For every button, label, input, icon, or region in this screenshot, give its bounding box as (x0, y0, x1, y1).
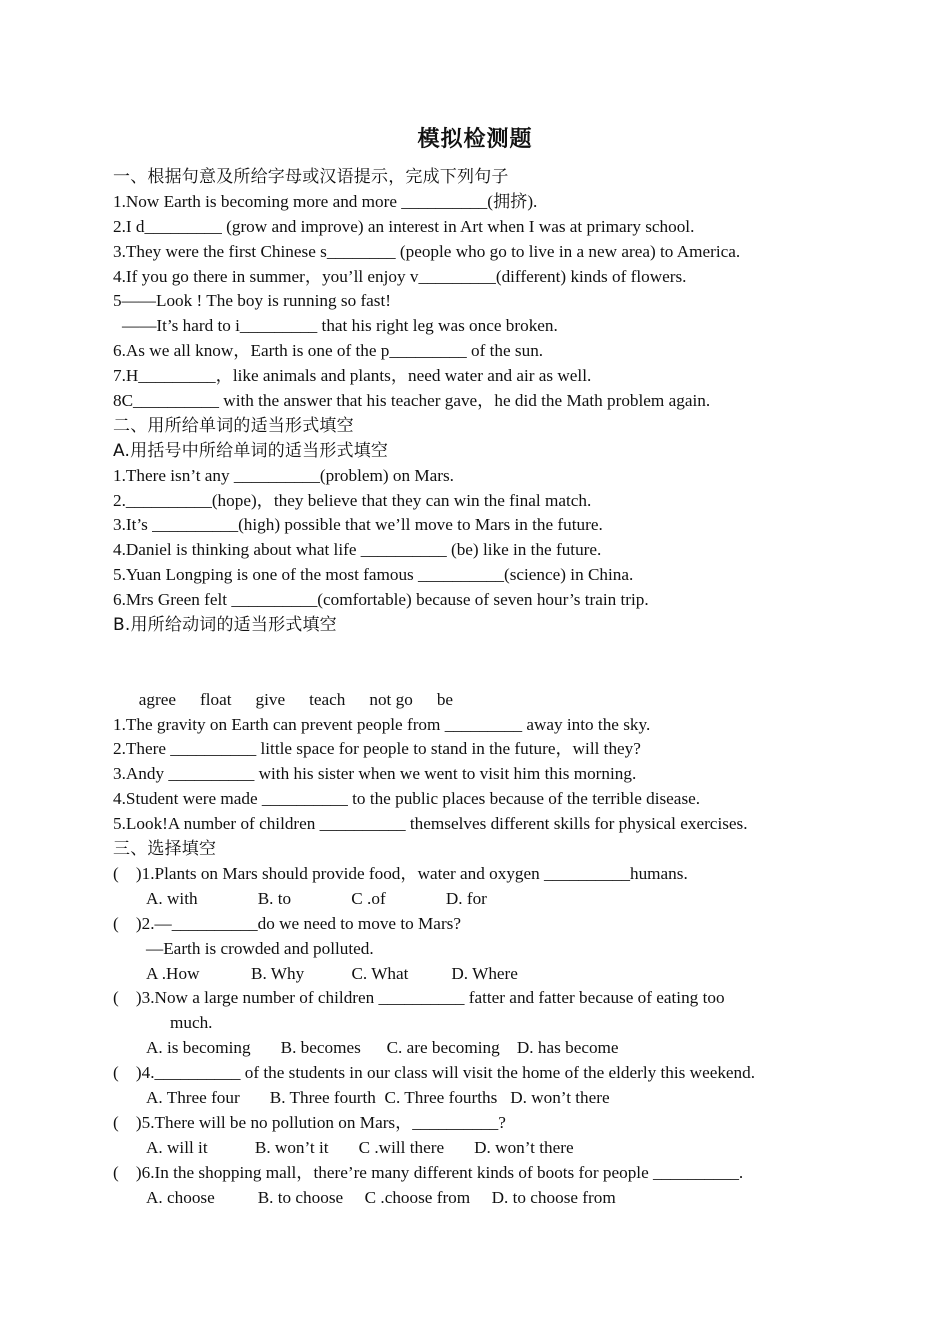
question-stem: ( )6.In the shopping mall，there’re many different kinds of boots for people __________. (113, 1162, 744, 1182)
word-bank-word: teach (309, 689, 346, 709)
word-bank-word: agree (138, 689, 176, 709)
section2-partA-heading: A.用括号中所给单词的适当形式填空 (113, 440, 389, 461)
word-bank (113, 663, 873, 709)
question-continuation: —Earth is crowded and polluted. (146, 938, 374, 958)
question-continuation: much. (170, 1013, 213, 1033)
word-bank-word: not go (369, 689, 413, 709)
partA-item: 1.There isn’t any __________(problem) on Mars. (113, 465, 454, 485)
section1-item: 5——Look ! The boy is running so fast! (113, 291, 391, 311)
section1-item: 8C__________ with the answer that his teacher gave，he did the Math problem again. (113, 391, 711, 411)
section1-heading: 一、根据句意及所给字母或汉语提示，完成下列句子 (113, 167, 509, 187)
word-bank-word: give (255, 689, 286, 709)
section1-item: 3.They were the first Chinese s________ (people who go to live in a new area) to America. (113, 241, 741, 261)
page-title: 模拟检测题 (417, 127, 533, 152)
question-options: A. choose B. to choose C .choose from D. to choose from (146, 1187, 616, 1207)
partB-item: 5.Look!A number of children __________ themselves different skills for physical exercises. (113, 814, 748, 834)
word-bank-word: float (200, 689, 232, 709)
partB-item: 1.The gravity on Earth can prevent people from _________ away into the sky. (113, 714, 651, 734)
question-options: A. is becoming B. becomes C. are becoming D. has become (146, 1038, 619, 1058)
partA-item: 2.__________(hope)，they believe that they can win the final match. (113, 490, 592, 510)
question-options: A. will it B. won’t it C .will there D. won’t there (146, 1137, 574, 1157)
question-stem: ( )2.—__________do we need to move to Mars? (113, 913, 461, 933)
word-bank-word: be (436, 689, 454, 709)
section1-item: 2.I d_________ (grow and improve) an interest in Art when I was at primary school. (113, 216, 695, 236)
question-options: A .How B. Why C. What D. Where (146, 963, 518, 983)
section2-partB-heading: B.用所给动词的适当形式填空 (113, 615, 337, 636)
section3-heading: 三、选择填空 (113, 839, 217, 860)
question-stem: ( )1.Plants on Mars should provide food，water and oxygen __________humans. (113, 863, 688, 883)
question-stem: ( )3.Now a large number of children __________ fatter and fatter because of eating too (113, 988, 725, 1008)
section1-item: ——It’s hard to i_________ that his right leg was once broken. (122, 316, 558, 336)
question-options: A. with B. to C .of D. for (146, 888, 487, 908)
section1-item: 6.As we all know，Earth is one of the p_________ of the sun. (113, 341, 544, 361)
partA-item: 5.Yuan Longping is one of the most famous __________(science) in China. (113, 565, 634, 585)
partB-item: 4.Student were made __________ to the public places because of the terrible disease. (113, 789, 701, 809)
section1-item: 1.Now Earth is becoming more and more __________(拥挤). (113, 191, 538, 211)
question-stem: ( )4.__________ of the students in our class will visit the home of the elderly this weekend. (113, 1063, 756, 1083)
partA-item: 6.Mrs Green felt __________(comfortable) because of seven hour’s train trip. (113, 590, 649, 610)
question-stem: ( )5.There will be no pollution on Mars，__________? (113, 1112, 506, 1132)
partA-item: 3.It’s __________(high) possible that we’ll move to Mars in the future. (113, 515, 603, 535)
section1-item: 4.If you go there in summer，you’ll enjoy v_________(different) kinds of flowers. (113, 266, 687, 286)
partB-item: 3.Andy __________ with his sister when we went to visit him this morning. (113, 764, 637, 784)
question-options: A. Three four B. Three fourth C. Three fourths D. won’t there (146, 1087, 610, 1107)
section1-item: 7.H_________，like animals and plants，need water and air as well. (113, 366, 592, 386)
section2-heading: 二、用所给单词的适当形式填空 (113, 415, 354, 436)
partA-item: 4.Daniel is thinking about what life __________ (be) like in the future. (113, 540, 602, 560)
partB-item: 2.There __________ little space for people to stand in the future，will they? (113, 739, 641, 759)
worksheet-content (113, 165, 873, 1210)
